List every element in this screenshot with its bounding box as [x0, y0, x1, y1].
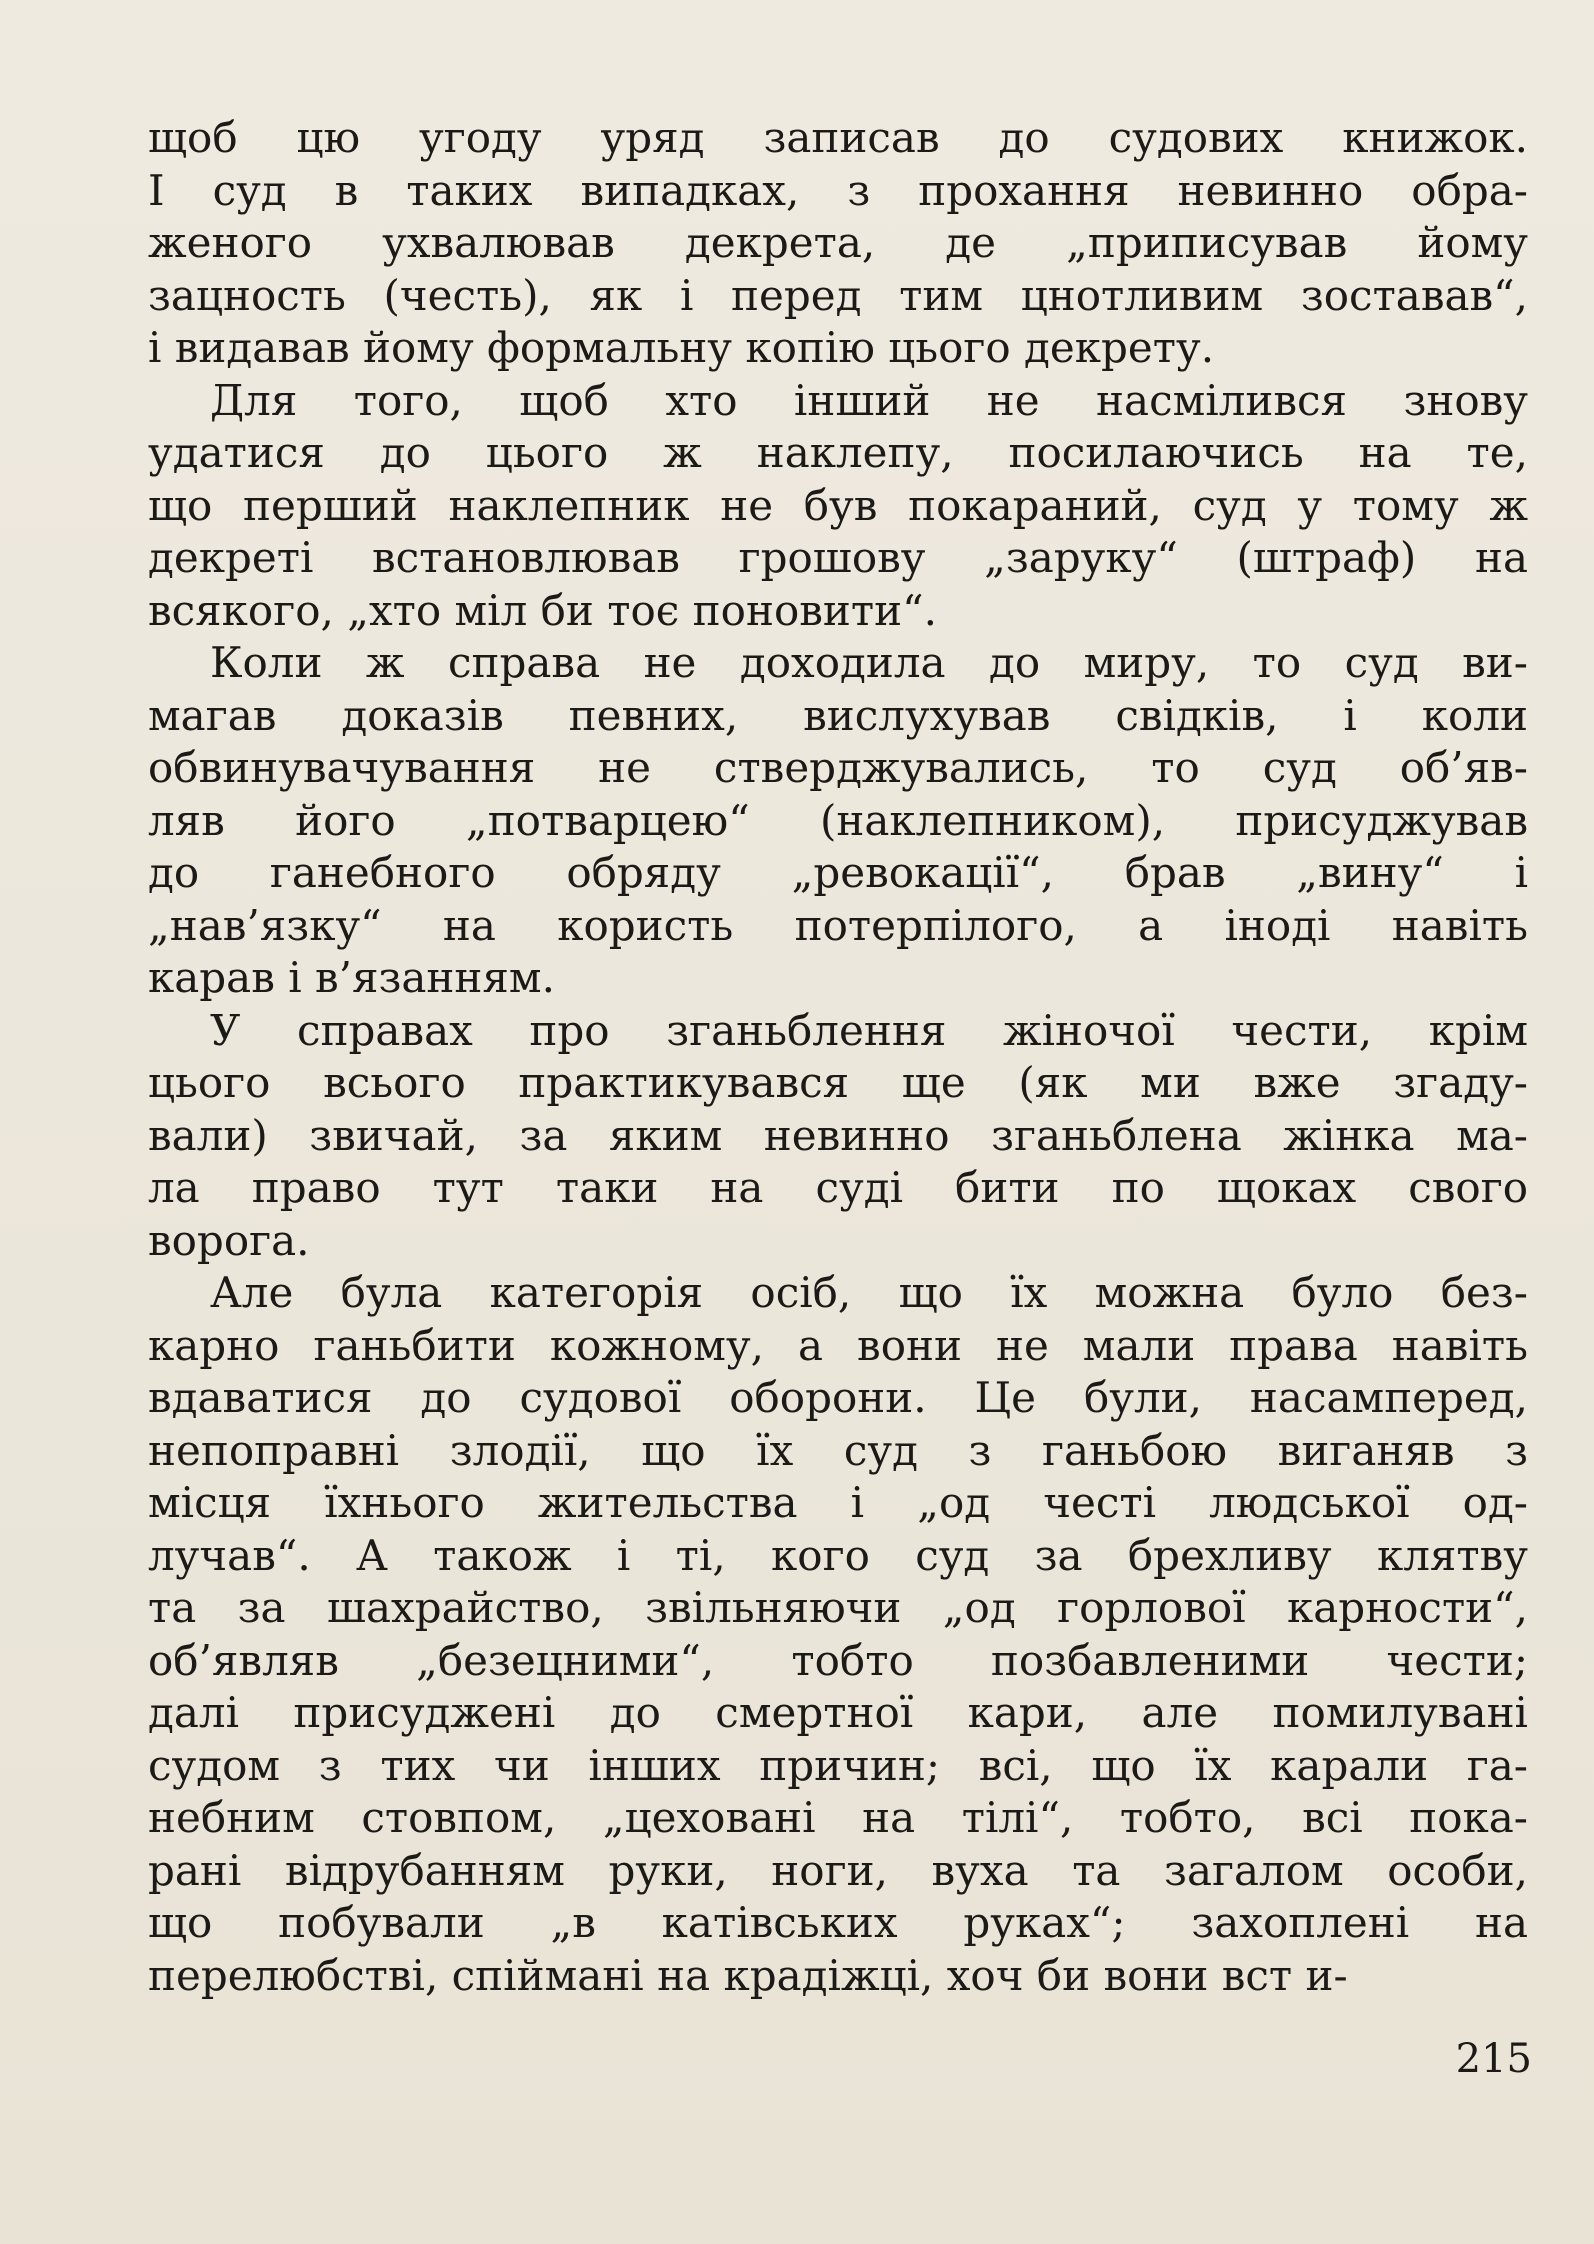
text-line: об’являв „безецними“, тобто позбавленими чести; [148, 1635, 1528, 1685]
text-line: судом з тих чи інших причин; всі, що їх карали га- [148, 1740, 1528, 1790]
text-line: небним стовпом, „цехованi на тілі“, тобто, всі пока- [148, 1793, 1528, 1842]
paragraph [148, 1005, 1528, 1268]
text-line: „нав’язку“ на користь потерпілого, а іноді навіть [148, 900, 1528, 950]
body-text [148, 112, 1528, 2002]
text-line: ла право тут таки на суді бити по щоках свого [148, 1163, 1528, 1212]
text-line: карно ганьбити кожному, а вони не мали права навіть [148, 1320, 1528, 1370]
text-line: місця їхнього жительства і „од честі людської од- [148, 1478, 1528, 1527]
text-line: І суд в таких випадках, з прохання невинно обра- [148, 165, 1528, 215]
text-line: перелюбстві, спіймані на крадіжці, хоч би вони вст и- [148, 1950, 1348, 2000]
paragraph [148, 112, 1528, 375]
text-line: удатися до цього ж наклепу, посилаючись на те, [148, 428, 1528, 477]
paragraph [148, 637, 1528, 1005]
text-line: лучав“. А також і ті, кого суд за брехливу клятву [148, 1530, 1528, 1580]
text-line: вдаватися до судової оборони. Це були, насамперед, [148, 1373, 1528, 1422]
text-line: Для того, щоб хто інший не насмілився знову [210, 375, 1528, 425]
page-number: 215 [1455, 2036, 1532, 2082]
text-line: Але була категорія осіб, що їх можна було без- [210, 1268, 1528, 1317]
text-line: рані відрубанням руки, ноги, вуха та загалом особи, [148, 1845, 1528, 1895]
text-line: що перший наклепник не був покараний, суд у тому ж [148, 480, 1528, 530]
text-line: обвинувачування не стверджувались, то суд об’яв- [148, 743, 1528, 792]
text-line: вали) звичай, за яким невинно зганьблена жінка ма- [148, 1110, 1528, 1160]
text-line: і видавав йому формальну копію цього декрету. [148, 323, 1215, 372]
text-line: зацность (честь), як і перед тим цнотливим зоставав“, [148, 270, 1528, 320]
text-line: карав і в’язанням. [148, 953, 555, 1002]
text-line: цього всього практикувався ще (як ми вже згаду- [148, 1058, 1528, 1107]
text-line: щоб цю угоду уряд записав до судових книжок. [148, 113, 1528, 162]
text-line: до ганебного обряду „ревокації“, брав „вину“ і [148, 848, 1528, 897]
text-line: ляв його „потварцею“ (наклепником), присуджував [148, 795, 1528, 845]
text-line: женого ухвалював декрета, де „приписував йому [148, 218, 1528, 267]
text-line: магав доказів певних, вислухував свідків, і коли [148, 690, 1528, 740]
text-line: Коли ж справа не доходила до миру, то суд ви- [210, 638, 1528, 687]
text-line: непоправні злодії, що їх суд з ганьбою виганяв з [148, 1425, 1528, 1475]
text-line: декреті встановлював грошову „заруку“ (штраф) на [148, 533, 1528, 582]
paragraph [148, 375, 1528, 638]
text-line: та за шахрайство, звільняючи „од горлової карности“, [148, 1583, 1528, 1632]
text-line: далі присуджені до смертної кари, але помилувані [148, 1688, 1528, 1737]
text-line: У справах про зганьблення жіночої чести, крім [210, 1005, 1528, 1055]
text-line: що побували „в катівських руках“; захоплені на [148, 1898, 1528, 1947]
text-line: ворога. [148, 1215, 310, 1265]
paragraph [148, 1267, 1528, 2002]
text-line: всякого, „хто міл би тоє поновити“. [148, 585, 937, 635]
